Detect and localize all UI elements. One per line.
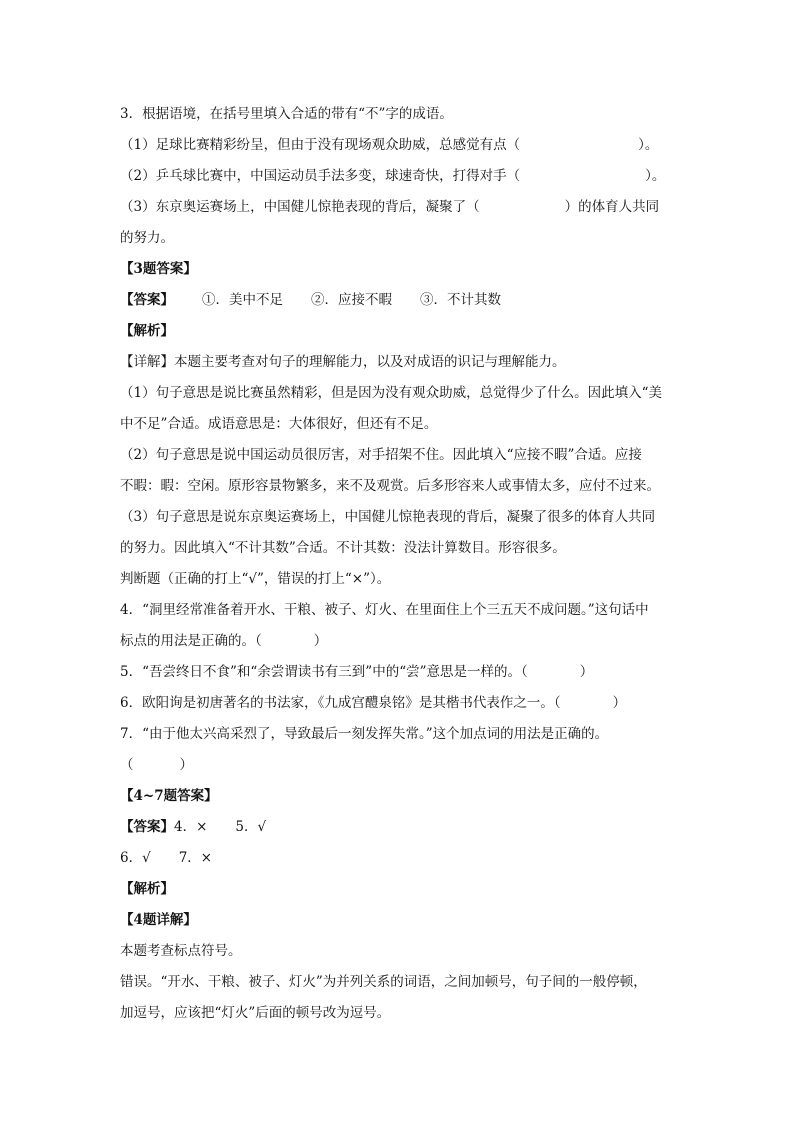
q3-sentence-1: （1）足球比赛精彩纷呈，但由于没有现场观众助威，总感觉有点（ ）。 <box>120 137 659 153</box>
judge-answer-line-1: 【答案】4．× 5．√ <box>120 819 267 835</box>
q3-detail-3b: 不暇：暇：空闲。原形容景物繁多，来不及观赏。后多形容来人或事情太多，应付不过来。 <box>120 478 660 494</box>
q4-line-1: 4．“洞里经常准备着开水、干粮、被子、灯火、在里面住上个三五天不成问题。”这句话中 <box>120 602 649 618</box>
q3-answer-header: 【3题答案】 <box>120 261 197 277</box>
q3-detail-3a: （2）句子意思是说中国运动员很厉害，对手招架不住。因此填入“应接不暇”合适。应接 <box>120 447 642 463</box>
judge-instruction: 判断题（正确的打上“√”，错误的打上“×”）。 <box>120 571 391 587</box>
q7-line-2: （ ） <box>120 757 193 773</box>
q3-sentence-3: （3）东京奥运赛场上，中国健儿惊艳表现的背后，凝聚了（ ）的体育人共同 <box>120 199 660 215</box>
q5-line: 5．“吾尝终日不食”和“余尝谓读书有三到”中的“尝”意思是一样的。（ ） <box>120 664 594 680</box>
q3-detail-4a: （3）句子意思是说东京奥运赛场上，中国健儿惊艳表现的背后，凝聚了很多的体育人共同 <box>120 509 656 525</box>
q7-line-1: 7．“由于他太兴高采烈了，导致最后一刻发挥失常。”这个加点词的用法是正确的。 <box>120 726 609 742</box>
q3-stem: 3．根据语境，在括号里填入合适的带有“不”字的成语。 <box>120 106 453 122</box>
q6-line: 6．欧阳询是初唐著名的书法家，《九成宫醴泉铭》是其楷书代表作之一。（ ） <box>120 695 627 711</box>
q4-line-2: 标点的用法是正确的。（ ） <box>120 633 328 649</box>
judge-answer-header: 【4~7题答案】 <box>120 788 218 804</box>
q3-analysis-label: 【解析】 <box>120 323 174 339</box>
q4-detail-2b: 加逗号，应该把“灯火”后面的顿号改为逗号。 <box>120 1005 391 1021</box>
judge-analysis-label: 【解析】 <box>120 881 174 897</box>
q3-detail-2a: （1）句子意思是说比赛虽然精彩，但是因为没有观众助威，总觉得少了什么。因此填入“美 <box>120 385 662 401</box>
judge-answer-line-2: 6．√ 7．× <box>120 850 213 866</box>
q4-detail-header: 【4题详解】 <box>120 912 197 928</box>
q3-detail-1: 【详解】本题主要考查对句子的理解能力，以及对成语的识记与理解能力。 <box>120 354 566 370</box>
q3-detail-4b: 的努力。因此填入“不计其数”合适。不计其数：没法计算数目。形容很多。 <box>120 540 566 556</box>
q3-sentence-3-cont: 的努力。 <box>120 230 174 246</box>
q4-detail-2a: 错误。“开水、干粮、被子、灯火”为并列关系的词语，之间加顿号，句子间的一般停顿， <box>120 974 647 990</box>
q3-sentence-2: （2）乒乓球比赛中，中国运动员手法多变，球速奇快，打得对手（ ）。 <box>120 168 666 184</box>
q3-answer: 【答案】 ①．美中不足 ②．应接不暇 ③．不计其数 <box>120 292 501 308</box>
q3-detail-2b: 中不足”合适。成语意思是：大体很好，但还有不足。 <box>120 416 438 432</box>
q4-detail-1: 本题考查标点符号。 <box>120 943 242 959</box>
